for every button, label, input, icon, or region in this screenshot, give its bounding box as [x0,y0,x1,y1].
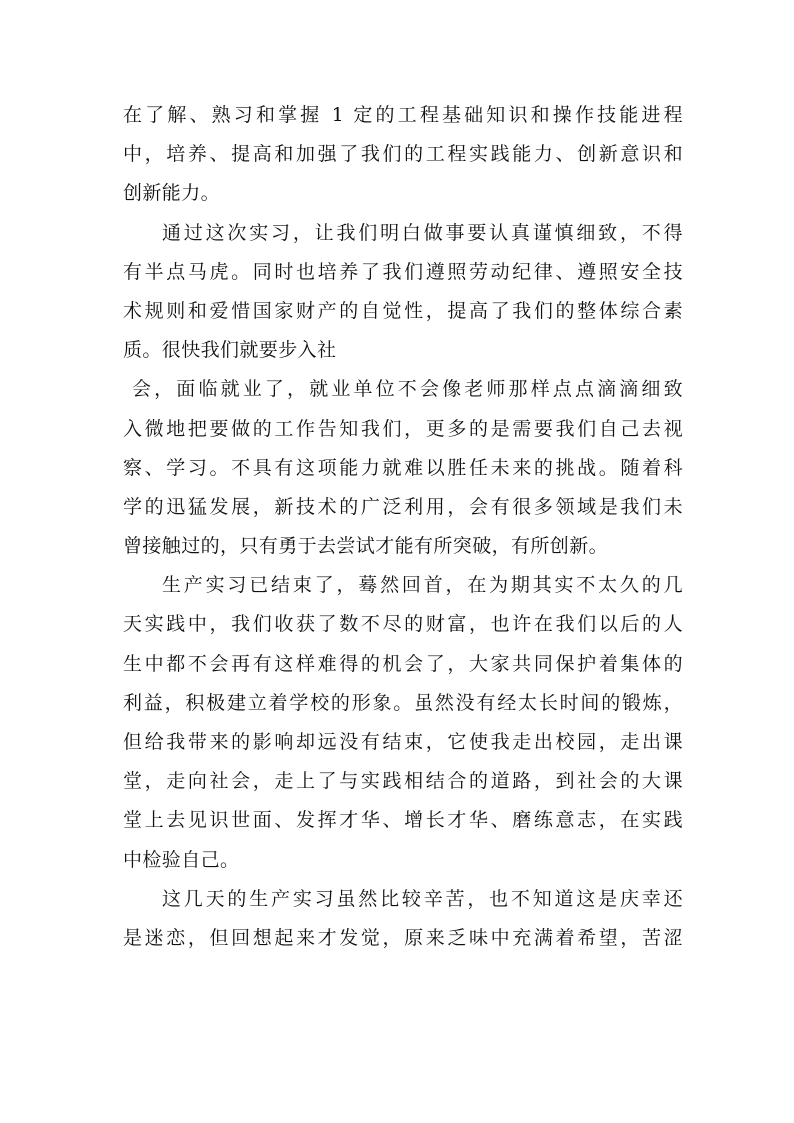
text-line: 生中都不会再有这样难得的机会了，大家共同保护着集体的 [123,652,683,675]
text-line: 通过这次实习，让我们明白做事要认真谨慎细致，不得 [162,221,683,244]
text-line: 生产实习已结束了，蓦然回首，在为期其实不太久的几 [162,574,683,597]
document-body [123,96,683,958]
text-line: 堂，走向社会，走上了与实践相结合的道路，到社会的大课 [123,770,683,793]
text-line: 有半点马虎。同时也培养了我们遵照劳动纪律、遵照安全技 [123,260,683,283]
text-line: 是迷恋，但回想起来才发觉，原来乏味中充满着希望，苦涩 [123,926,683,949]
paragraph [123,566,683,880]
paragraph [123,214,683,371]
text-line: 堂上去见识世面、发挥才华、增长才华、磨练意志，在实践 [123,809,683,832]
paragraph [123,96,683,214]
text-line: 但给我带来的影响却远没有结束，它使我走出校园，走出课 [123,731,683,753]
text-line: 创新能力。 [123,182,221,205]
text-line: 这几天的生产实习虽然比较辛苦，也不知道这是庆幸还 [162,887,683,910]
text-line: 质。很快我们就要步入社 [123,339,337,362]
text-line: 在了解、熟习和掌握 1 定的工程基础知识和操作技能进程 [123,104,683,126]
text-line: 利益，积极建立着学校的形象。虽然没有经太长时间的锻炼， [123,691,683,714]
paragraph [123,880,683,958]
text-line: 天实践中，我们收获了数不尽的财富，也许在我们以后的人 [123,613,683,636]
text-line: 术规则和爱惜国家财产的自觉性，提高了我们的整体综合素 [123,299,683,322]
text-line: 中检验自己。 [123,848,240,871]
text-line: 曾接触过的，只有勇于去尝试才能有所突破，有所创新。 [123,535,609,558]
paragraph [123,370,683,566]
text-line: 会，面临就业了，就业单位不会像老师那样点点滴滴细致 [132,378,683,401]
text-line: 学的迅猛发展，新技术的广泛利用，会有很多领域是我们未 [123,495,683,518]
text-line: 入微地把要做的工作告知我们，更多的是需要我们自己去视 [123,417,683,440]
text-line: 中，培养、提高和加强了我们的工程实践能力、创新意识和 [123,143,683,166]
text-line: 察、学习。不具有这项能力就难以胜任未来的挑战。随着科 [123,456,683,479]
